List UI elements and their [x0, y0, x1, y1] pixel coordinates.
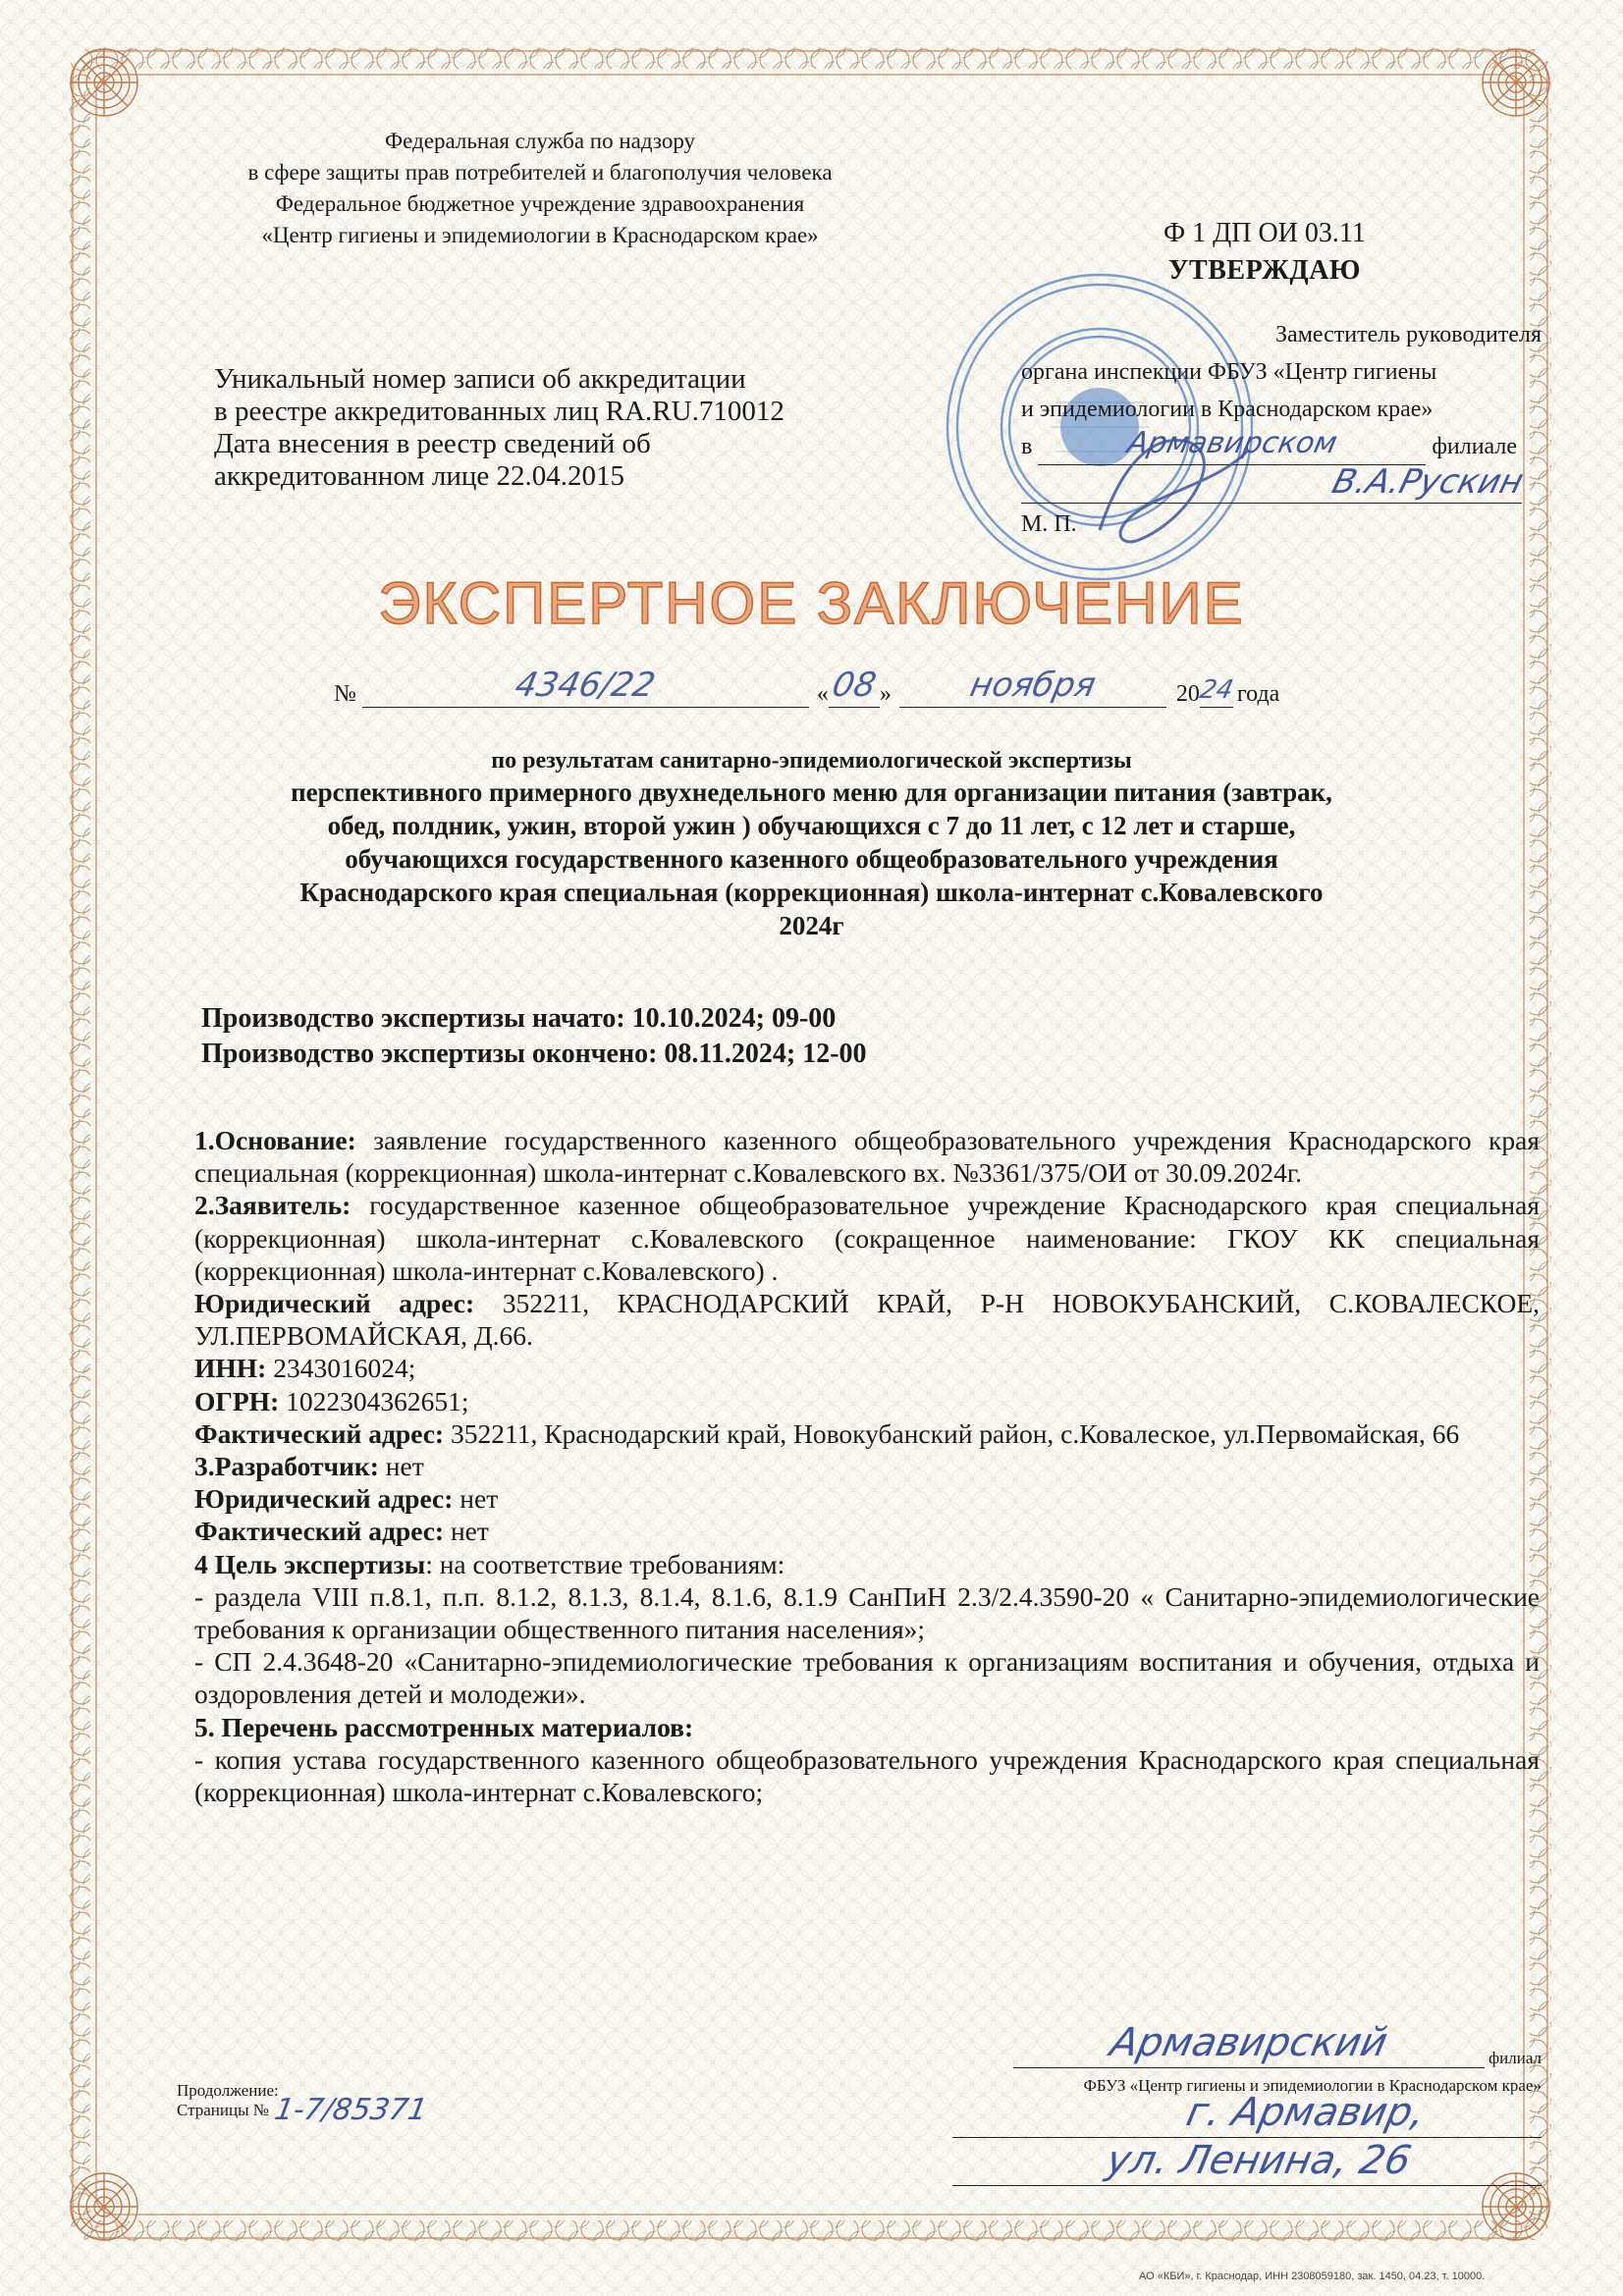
expertise-dates	[201, 1001, 867, 1072]
footer-org: ФБУЗ «Центр гигиены и эпидемиологии в Краснодарском крае»	[1083, 2076, 1542, 2095]
applicant-paragraph	[194, 1189, 1540, 1287]
header-line-2: в сфере защиты прав потребителей и благополучия человека	[247, 160, 833, 185]
accreditation-line-3: Дата внесения в реестр сведений об	[214, 428, 651, 459]
materials-heading	[194, 1711, 1540, 1743]
approval-title: УТВЕРЖДАЮ	[1168, 255, 1361, 286]
basis-label: 1.Основание:	[194, 1125, 356, 1155]
signature-name: В.А.Рускин	[1327, 462, 1528, 502]
approval-org-2: и эпидемиологии в Краснодарском крае»	[1021, 397, 1434, 422]
developer-label: 3.Разработчик:	[194, 1451, 379, 1482]
header-organization	[167, 126, 913, 251]
pages-number: 1-7/85371	[271, 2093, 430, 2127]
actual-address-label: Фактический адрес:	[194, 1417, 445, 1449]
footer-filial-field	[1013, 2020, 1485, 2068]
number-line	[334, 666, 1325, 708]
year-value: 24	[1197, 675, 1236, 705]
expertise-subject	[0, 746, 1623, 942]
continuation-label: Продолжение:	[177, 2081, 279, 2100]
inn-paragraph	[194, 1352, 1540, 1384]
approval-position: Заместитель руководителя	[1275, 322, 1542, 347]
header-line-1: Федеральная служба по надзору	[384, 129, 696, 153]
accreditation-line-4: аккредитованном лице 22.04.2015	[214, 460, 625, 492]
stamp-place: М. П.	[1021, 511, 1077, 537]
subject-line-6: 2024г	[779, 911, 844, 940]
subject-line-2: перспективного примерного двухнедельного меню для организации питания (завтрак,	[291, 777, 1332, 807]
printer-info: АО «КБИ», г. Краснодар, ИНН 2308059180, зак. 1450, 04.23, т. 10000.	[1139, 2270, 1486, 2282]
form-code: Ф 1 ДП ОИ 03.11	[1163, 218, 1366, 248]
header-line-3: Федеральное бюджетное учреждение здравоохранения	[275, 191, 805, 216]
inn-label: ИНН:	[194, 1353, 267, 1384]
year-prefix: 20	[1175, 681, 1200, 707]
developer-actual-label: Фактический адрес:	[194, 1516, 445, 1547]
day-field	[829, 666, 880, 708]
approval-org-1: органа инспекции ФБУЗ «Центр гигиены	[1021, 359, 1437, 385]
ogrn-text: 1022304362651;	[279, 1385, 469, 1416]
subject-line-4: обучающихся государственного казенного общеобразовательного учреждения	[345, 844, 1278, 874]
accreditation-line-1: Уникальный номер записи об аккредитации	[214, 363, 746, 395]
ogrn-paragraph	[194, 1385, 1540, 1417]
subject-line-3: обед, полдник, ужин, второй ужин ) обучающихся с 7 до 11 лет, с 12 лет и старше,	[327, 811, 1296, 840]
developer-legal-paragraph	[194, 1482, 1540, 1515]
number-label: №	[334, 681, 356, 707]
end-date: Производство экспертизы окончено: 08.11.2024; 12-00	[201, 1039, 867, 1069]
pages-line	[177, 2093, 430, 2127]
developer-legal-text: нет	[453, 1483, 499, 1515]
month-value: ноября	[966, 666, 1100, 705]
day-value: 08	[829, 666, 880, 705]
basis-paragraph	[194, 1124, 1540, 1189]
quote-open: «	[816, 681, 829, 707]
continuation-block	[177, 2081, 430, 2127]
quote-close: »	[879, 681, 892, 707]
filial-handwriting: Армавирском	[1124, 426, 1340, 460]
number-field	[362, 666, 809, 708]
year-field	[1197, 675, 1236, 708]
legal-address-label: Юридический адрес:	[194, 1288, 475, 1319]
legal-address-text: 352211, КРАСНОДАРСКИЙ КРАЙ, Р-Н НОВОКУБАНСКИЙ, С.КОВАЛЕСКОЕ, УЛ.ПЕРВОМАЙСКАЯ, Д.66.	[194, 1288, 1540, 1352]
applicant-text: государственное казенное общеобразовательное учреждение Краснодарского края специальная (коррекционная) школа-интернат с.Ковалевского (сокращенное наименование: ГКОУ КК специальная (коррекционная) школа-интернат с.Ковалевского) .	[194, 1190, 1540, 1286]
month-field	[899, 666, 1166, 708]
footer-filial-hand: Армавирский	[1106, 2020, 1392, 2065]
signature-scribble	[1080, 412, 1257, 560]
footer-address-line-1	[952, 2090, 1542, 2138]
pages-label: Страницы №	[177, 2101, 269, 2119]
goal-paragraph	[194, 1548, 1540, 1580]
start-date: Производство экспертизы начато: 10.10.2024; 09-00	[201, 1003, 837, 1034]
subject-line-1: по результатам санитарно-эпидемиологической экспертизы	[491, 748, 1132, 774]
header-line-4: «Центр гигиены и эпидемиологии в Краснодарском крае»	[261, 223, 819, 247]
footer-address-line-2	[952, 2138, 1542, 2186]
approval-in: в	[1021, 434, 1033, 459]
applicant-label: 2.Заявитель:	[194, 1190, 352, 1221]
materials-item-1: - копия устава государственного казенного общеобразовательного учреждения Краснодарского края специальная (коррекционная) школа-интернат с.Ковалевского;	[194, 1743, 1540, 1808]
goal-item-1: - раздела VIII п.8.1, п.п. 8.1.2, 8.1.3, 8.1.4, 8.1.6, 8.1.9 СанПиН 2.3/2.4.3590-20 « Санитарно-эпидемиологические требования к организации общественного питания населения»;	[194, 1580, 1540, 1645]
basis-text: заявление государственного казенного общеобразовательного учреждения Краснодарского края специальная (коррекционная) школа-интернат с.Ковалевского вх. №3361/375/ОИ от 30.09.2024г.	[194, 1125, 1540, 1189]
developer-legal-label: Юридический адрес:	[194, 1483, 454, 1515]
year-label: года	[1236, 681, 1280, 707]
footer-filial-line	[864, 2020, 1542, 2068]
developer-actual-text: нет	[444, 1516, 489, 1547]
subject-line-5: Краснодарского края специальная (коррекционная) школа-интернат с.Ковалевского	[299, 878, 1324, 907]
inn-text: 2343016024;	[266, 1353, 416, 1384]
actual-address-text: 352211, Краснодарский край, Новокубанский район, с.Ковалеское, ул.Первомайская, 66	[444, 1417, 1460, 1449]
legal-address-paragraph	[194, 1287, 1540, 1352]
accreditation-info	[214, 363, 901, 493]
footer-filial-label: филиал	[1488, 2049, 1542, 2067]
goal-text: : на соответствие требованиям:	[425, 1548, 785, 1579]
ogrn-label: ОГРН:	[194, 1385, 280, 1416]
document-body	[194, 1124, 1540, 1808]
actual-address-paragraph	[194, 1417, 1540, 1450]
developer-paragraph	[194, 1450, 1540, 1482]
number-value: 4346/22	[512, 666, 660, 705]
accreditation-line-2: в реестре аккредитованных лиц RA.RU.710012	[214, 396, 784, 427]
developer-actual-paragraph	[194, 1515, 1540, 1547]
approval-filial-label: филиале	[1432, 434, 1518, 459]
developer-text: нет	[378, 1451, 424, 1482]
document-title: ЭКСПЕРТНОЕ ЗАКЛЮЧЕНИЕ	[378, 570, 1245, 636]
footer-address-hand-1: г. Армавир,	[1182, 2090, 1430, 2135]
goal-label: 4 Цель экспертизы	[194, 1548, 426, 1579]
goal-item-2: - СП 2.4.3648-20 «Санитарно-эпидемиологические требования к организациям воспитания и обучения, отдыха и оздоровления детей и молодежи».	[194, 1646, 1540, 1710]
footer-filial-block	[864, 2020, 1542, 2186]
footer-address-hand-2: ул. Ленина, 26	[1102, 2138, 1416, 2183]
materials-label: 5. Перечень рассмотренных материалов:	[194, 1711, 694, 1742]
